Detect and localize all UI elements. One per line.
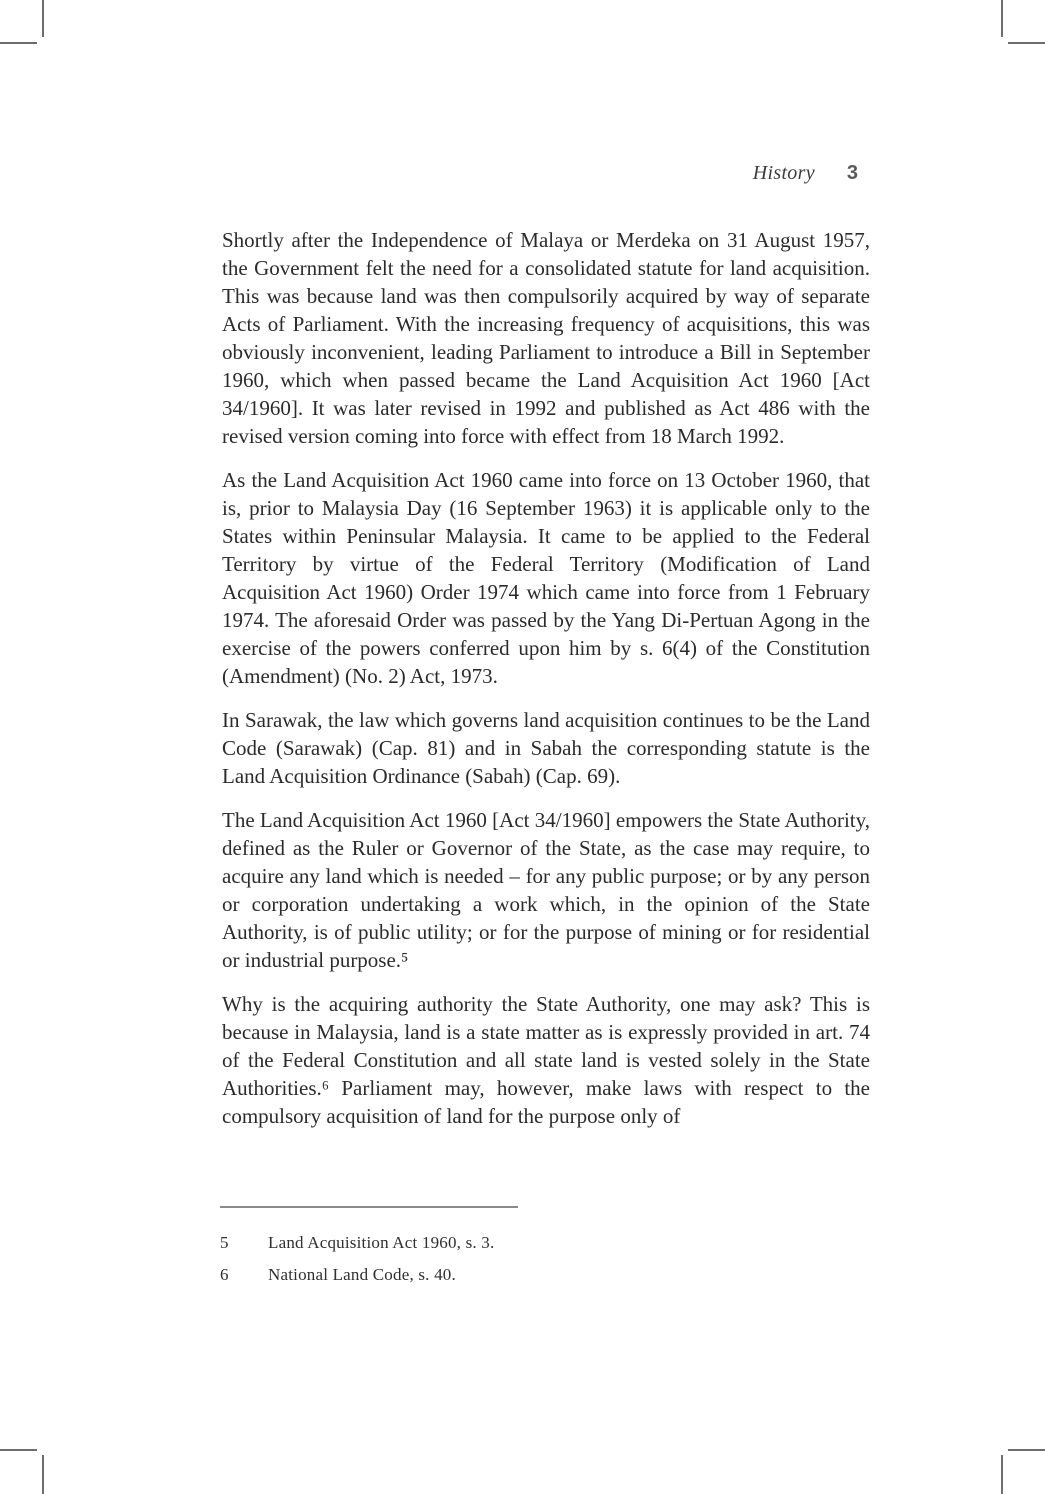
crop-mark-top-right-horizontal — [1008, 42, 1045, 44]
footnote-text: Land Acquisition Act 1960, s. 3. — [268, 1233, 495, 1252]
footnote-number: 6 — [220, 1265, 229, 1284]
crop-mark-top-left-horizontal — [0, 42, 37, 44]
page-body — [222, 226, 870, 1130]
footnote-number: 5 — [220, 1233, 229, 1252]
crop-mark-bottom-left-horizontal — [0, 1449, 37, 1451]
running-head-section-title: History — [752, 162, 815, 184]
footnote-rule — [220, 1206, 518, 1208]
footnotes-section — [220, 1206, 868, 1296]
footnote-text: National Land Code, s. 40. — [268, 1265, 456, 1284]
running-head — [753, 162, 858, 185]
paragraph: As the Land Acquisition Act 1960 came into force on 13 October 1960, that is, prior to Malaysia Day (16 September 1963) it is applicable only to the States within Peninsular Malaysia. It came to be applied to the Federal Territory by virtue of the Federal Territory (Modification of Land Acquisition Act 1960) Order 1974 which came into force from 1 February 1974. The aforesaid Order was passed by the Yang Di-Pertuan Agong in the exercise of the powers conferred upon him by s. 6(4) of the Constitution (Amendment) (No. 2) Act, 1973. — [222, 468, 870, 688]
paragraph: Shortly after the Independence of Malaya or Merdeka on 31 August 1957, the Government felt the need for a consolidated statute for land acquisition. This was because land was then compulsorily acquired by way of separate Acts of Parliament. With the increasing frequency of acquisitions, this was obviously inconvenient, leading Parliament to introduce a Bill in September 1960, which when passed became the Land Acquisition Act 1960 [Act 34/1960]. It was later revised in 1992 and published as Act 486 with the revised version coming into force with effect from 18 March 1992. — [222, 228, 870, 448]
crop-mark-bottom-right-vertical — [1001, 1455, 1003, 1494]
crop-mark-top-right-vertical — [1001, 0, 1003, 37]
paragraph: Why is the acquiring authority the State Authority, one may ask? This is because in Malaysia, land is a state matter as is expressly provided in art. 74 of the Federal Constitution and all state land is vested solely in the State Authorities.⁶ Parliament may, however, make laws with respect to the compulsory acquisition of land for the purpose only of — [222, 992, 870, 1128]
crop-mark-bottom-right-horizontal — [1008, 1449, 1045, 1451]
paragraph: The Land Acquisition Act 1960 [Act 34/1960] empowers the State Authority, defined as the Ruler or Governor of the State, as the case may require, to acquire any land which is needed – for any public purpose; or by any person or corporation undertaking a work which, in the opinion of the State Authority, is of public utility; or for the purpose of mining or for residential or industrial purpose.⁵ — [222, 808, 870, 972]
paragraph: In Sarawak, the law which governs land acquisition continues to be the Land Code (Sarawak) (Cap. 81) and in Sabah the corresponding statute is the Land Acquisition Ordinance (Sabah) (Cap. 69). — [222, 708, 870, 788]
crop-mark-bottom-left-vertical — [42, 1455, 44, 1494]
crop-mark-top-left-vertical — [42, 0, 44, 37]
footnote-item — [220, 1232, 868, 1253]
footnote-item — [220, 1264, 868, 1285]
page-number: 3 — [846, 162, 858, 184]
